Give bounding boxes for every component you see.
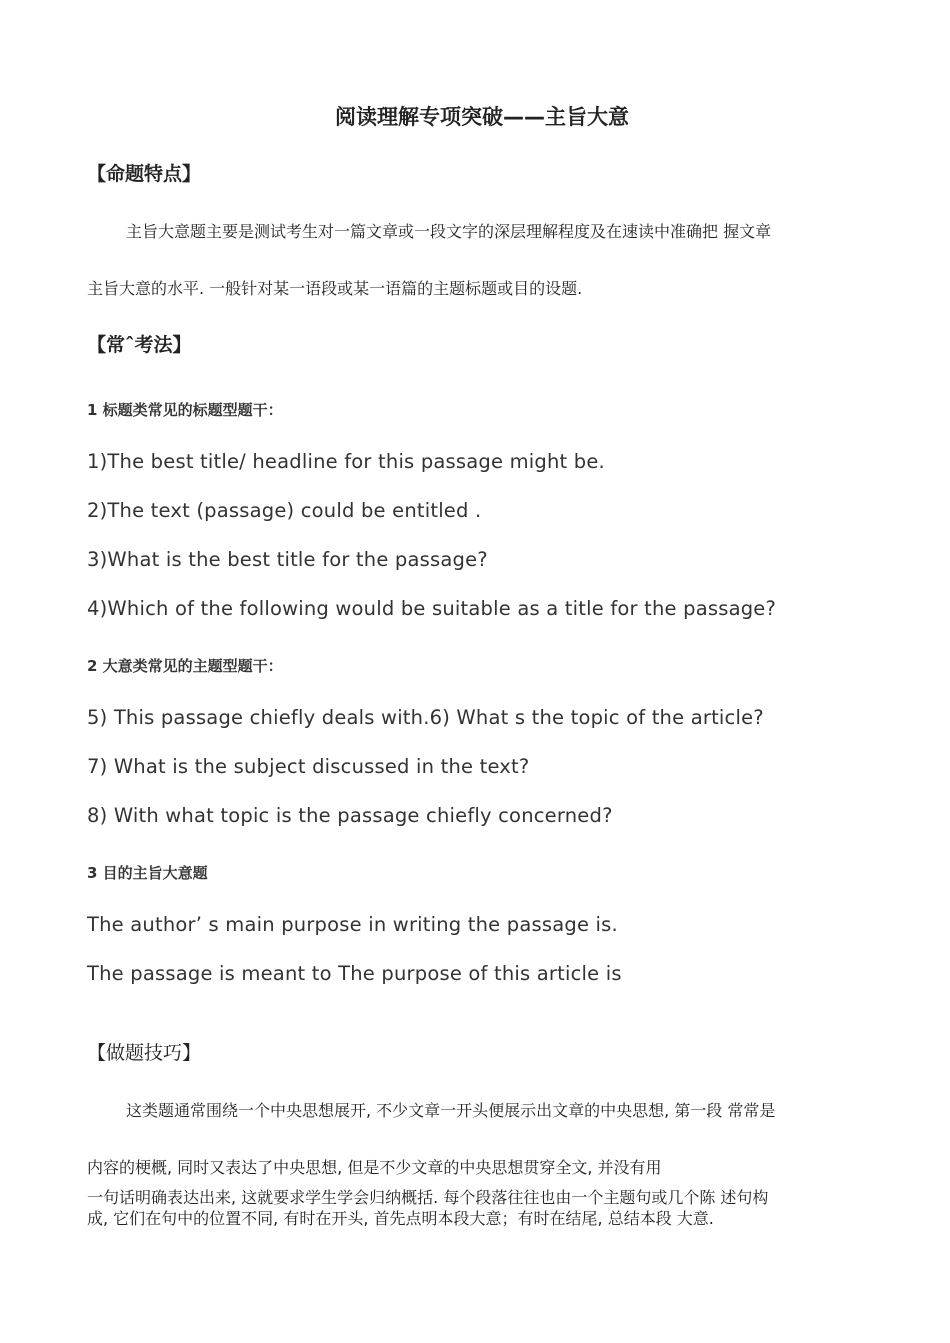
question-stem-item: The author’ s main purpose in writing the passage is. xyxy=(87,913,618,936)
question-stem-item: 2)The text (passage) could be entitled . xyxy=(87,499,482,522)
tips-paragraph-line-1: 这类题通常围绕一个中央思想展开, 不少文章一开头便展示出文章的中央思想, 第一段 常常是 xyxy=(126,1101,776,1120)
page-title: 阅读理解专项突破——主旨大意 xyxy=(335,105,629,129)
subheading-purpose-questions: 3 目的主旨大意题 xyxy=(87,864,208,882)
question-stem-item: 4)Which of the following would be suitable as a title for the passage? xyxy=(87,597,777,620)
subheading-main-idea-questions: 2 大意类常见的主题型题干： xyxy=(87,657,283,675)
subheading-title-questions: 1 标题类常见的标题型题干： xyxy=(87,401,283,419)
section-heading-tips: 【做题技巧】 xyxy=(87,1042,202,1064)
question-stem-item: 8) With what topic is the passage chiefly concerned? xyxy=(87,804,613,827)
tips-paragraph-line-4: 成, 它们在句中的位置不同, 有时在开头, 首先点明本段大意；有时在结尾, 总结本段 大意. xyxy=(87,1209,714,1228)
features-paragraph-line-2: 主旨大意的水平. 一般针对某一语段或某一语篇的主题标题或目的设题. xyxy=(87,279,583,298)
section-heading-features: 【命题特点】 xyxy=(87,163,202,185)
question-stem-item: The passage is meant to The purpose of this article is xyxy=(87,962,622,985)
section-heading-common-methods: 【常ˆ考法】 xyxy=(87,334,192,356)
features-paragraph-line-1: 主旨大意题主要是测试考生对一篇文章或一段文字的深层理解程度及在速读中准确把 握文章 xyxy=(126,222,772,241)
question-stem-item: 1)The best title/ headline for this passage might be. xyxy=(87,450,605,473)
question-stem-item: 7) What is the subject discussed in the text? xyxy=(87,755,530,778)
question-stem-item: 3)What is the best title for the passage? xyxy=(87,548,488,571)
question-stem-item: 5) This passage chiefly deals with.6) What s the topic of the article? xyxy=(87,706,764,729)
tips-paragraph-line-2: 内容的梗概, 同时又表达了中央思想, 但是不少文章的中央思想贯穿全文, 并没有用 xyxy=(87,1158,662,1177)
tips-paragraph-line-3: 一句话明确表达出来, 这就要求学生学会归纳概括. 每个段落往往也由一个主题句或几个陈 述句构 xyxy=(87,1188,769,1207)
